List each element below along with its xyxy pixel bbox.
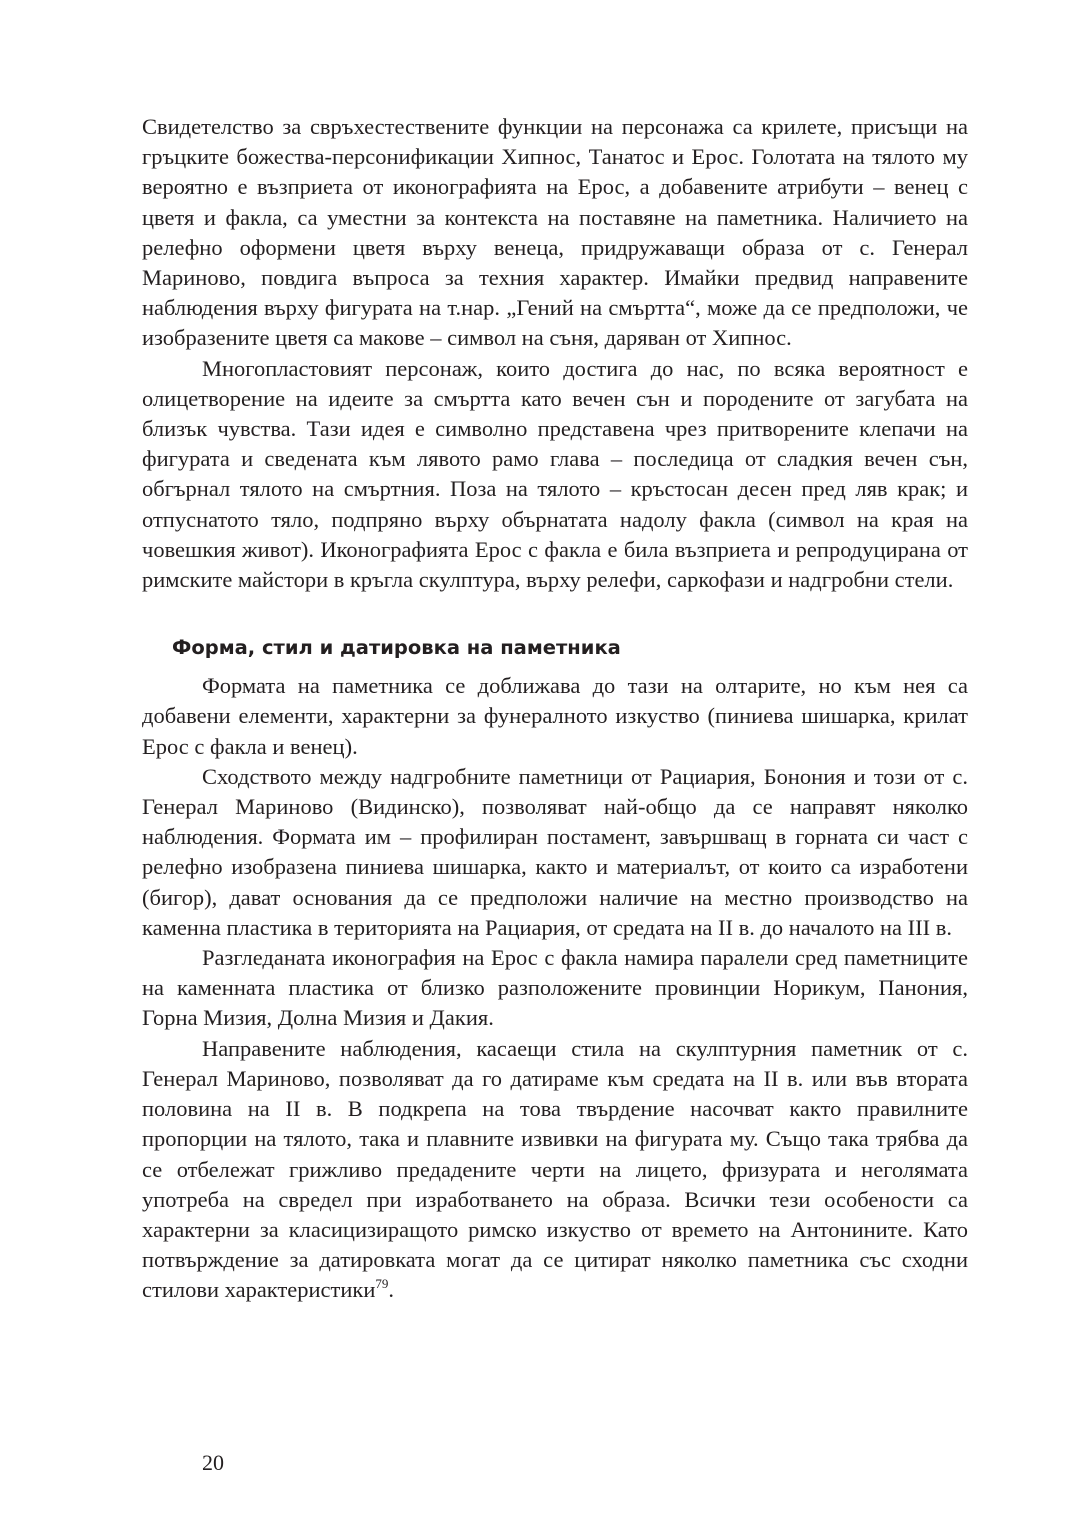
section-heading: Форма, стил и датировка на паметника — [172, 636, 621, 660]
page-number: 20 — [202, 1450, 224, 1475]
page-body — [142, 112, 968, 1306]
paragraph-form: Формата на паметника се доближава до тази на олтарите, но към нея са добавени елементи, характерни за фунералното изкуство (пиниева шишарка, крилат Ерос с факла и венец). — [142, 673, 968, 759]
dating-end: . — [388, 1277, 395, 1303]
footnote-reference[interactable]: 79 — [375, 1276, 389, 1292]
paragraph-iconography-parallels: Разгледаната иконография на Ерос с факла намира паралели сред паметниците на каменната пластика от близко разположените провинции Норикум, Панония, Горна Мизия, Долна Мизия и Дакия. — [142, 945, 968, 1031]
paragraph-dating — [142, 1034, 968, 1306]
paragraph-similarity: Сходството между надгробните паметници от Рациария, Бонония и този от с. Генерал Мариново (Видинско), позволяват най-общо да се направят няколко наблюдения. Формата им – профилиран постамент, завършващ в горната си част с релефно изобразена пиниева шишарка, както и материалът, от които са изработени (бигор), дават основания да се предположи наличие на местно производство на каменна пластика в територията на Рациария, от средата на II в. до началото на III в. — [142, 763, 968, 940]
paragraph-eternal-sleep: Многопластовият персонаж, които достига до нас, по всяка вероятност е олицетворение на идеите за смъртта като вечен сън и породените от загубата на близък чувства. Тази идея е символно представена чрез притворените клепачи на фигурата и сведената към лявото рамо глава – последица от сладкия вечен сън, обгърнал тялото на смъртния. Поза на тялото – кръстосан десен пред ляв крак; и отпуснатото тяло, подпряно върху обърнатата надолу факла (символ на края на човешкия живот). Иконографията Ерос с факла е била възприета и репродуцирана от римските майстори в кръгла скулптура, върху релефи, саркофази и надгробни стели. — [142, 355, 968, 593]
paragraph-wings-description: Свидетелство за свръхестествените функции на персонажа са крилете, присъщи на гръцките божества-персонификации Хипнос, Танатос и Ерос. Голотата на тялото му вероятно е възприета от иконографията на Ерос, а добавените атрибути – венец с цветя и факла, са уместни за контекста на поставяне на паметника. Наличието на релефно оформени цветя върху венеца, придружаващи образа от с. Генерал Мариново, повдига въпроса за техния характер. Имайки предвид направените наблюдения върху фигурата на т.нар. „Гений на смъртта“, може да се предположи, че изобразените цветя са макове – символ на съня, даряван от Хипнос. — [142, 114, 968, 351]
dating-text: Направените наблюдения, касаещи стила на скулптурния паметник от с. Генерал Мариново, позволяват да го датираме към средата на II в. или във втората половина на II в. В подкрепа на това твърдение насочват както правилните пропорции на тялото, така и плавните извивки на фигурата му. Също така трябва да се отбележат грижливо предадените черти на лицето, фризурата и неголямата употреба на свредел при изработването на образа. Всички тези особености са характерни за класицизиращото римско изкуство от времето на Антонините. Като потвърждение за датировката могат да се цитират няколко паметника със сходни стилови характеристики — [142, 1035, 968, 1303]
